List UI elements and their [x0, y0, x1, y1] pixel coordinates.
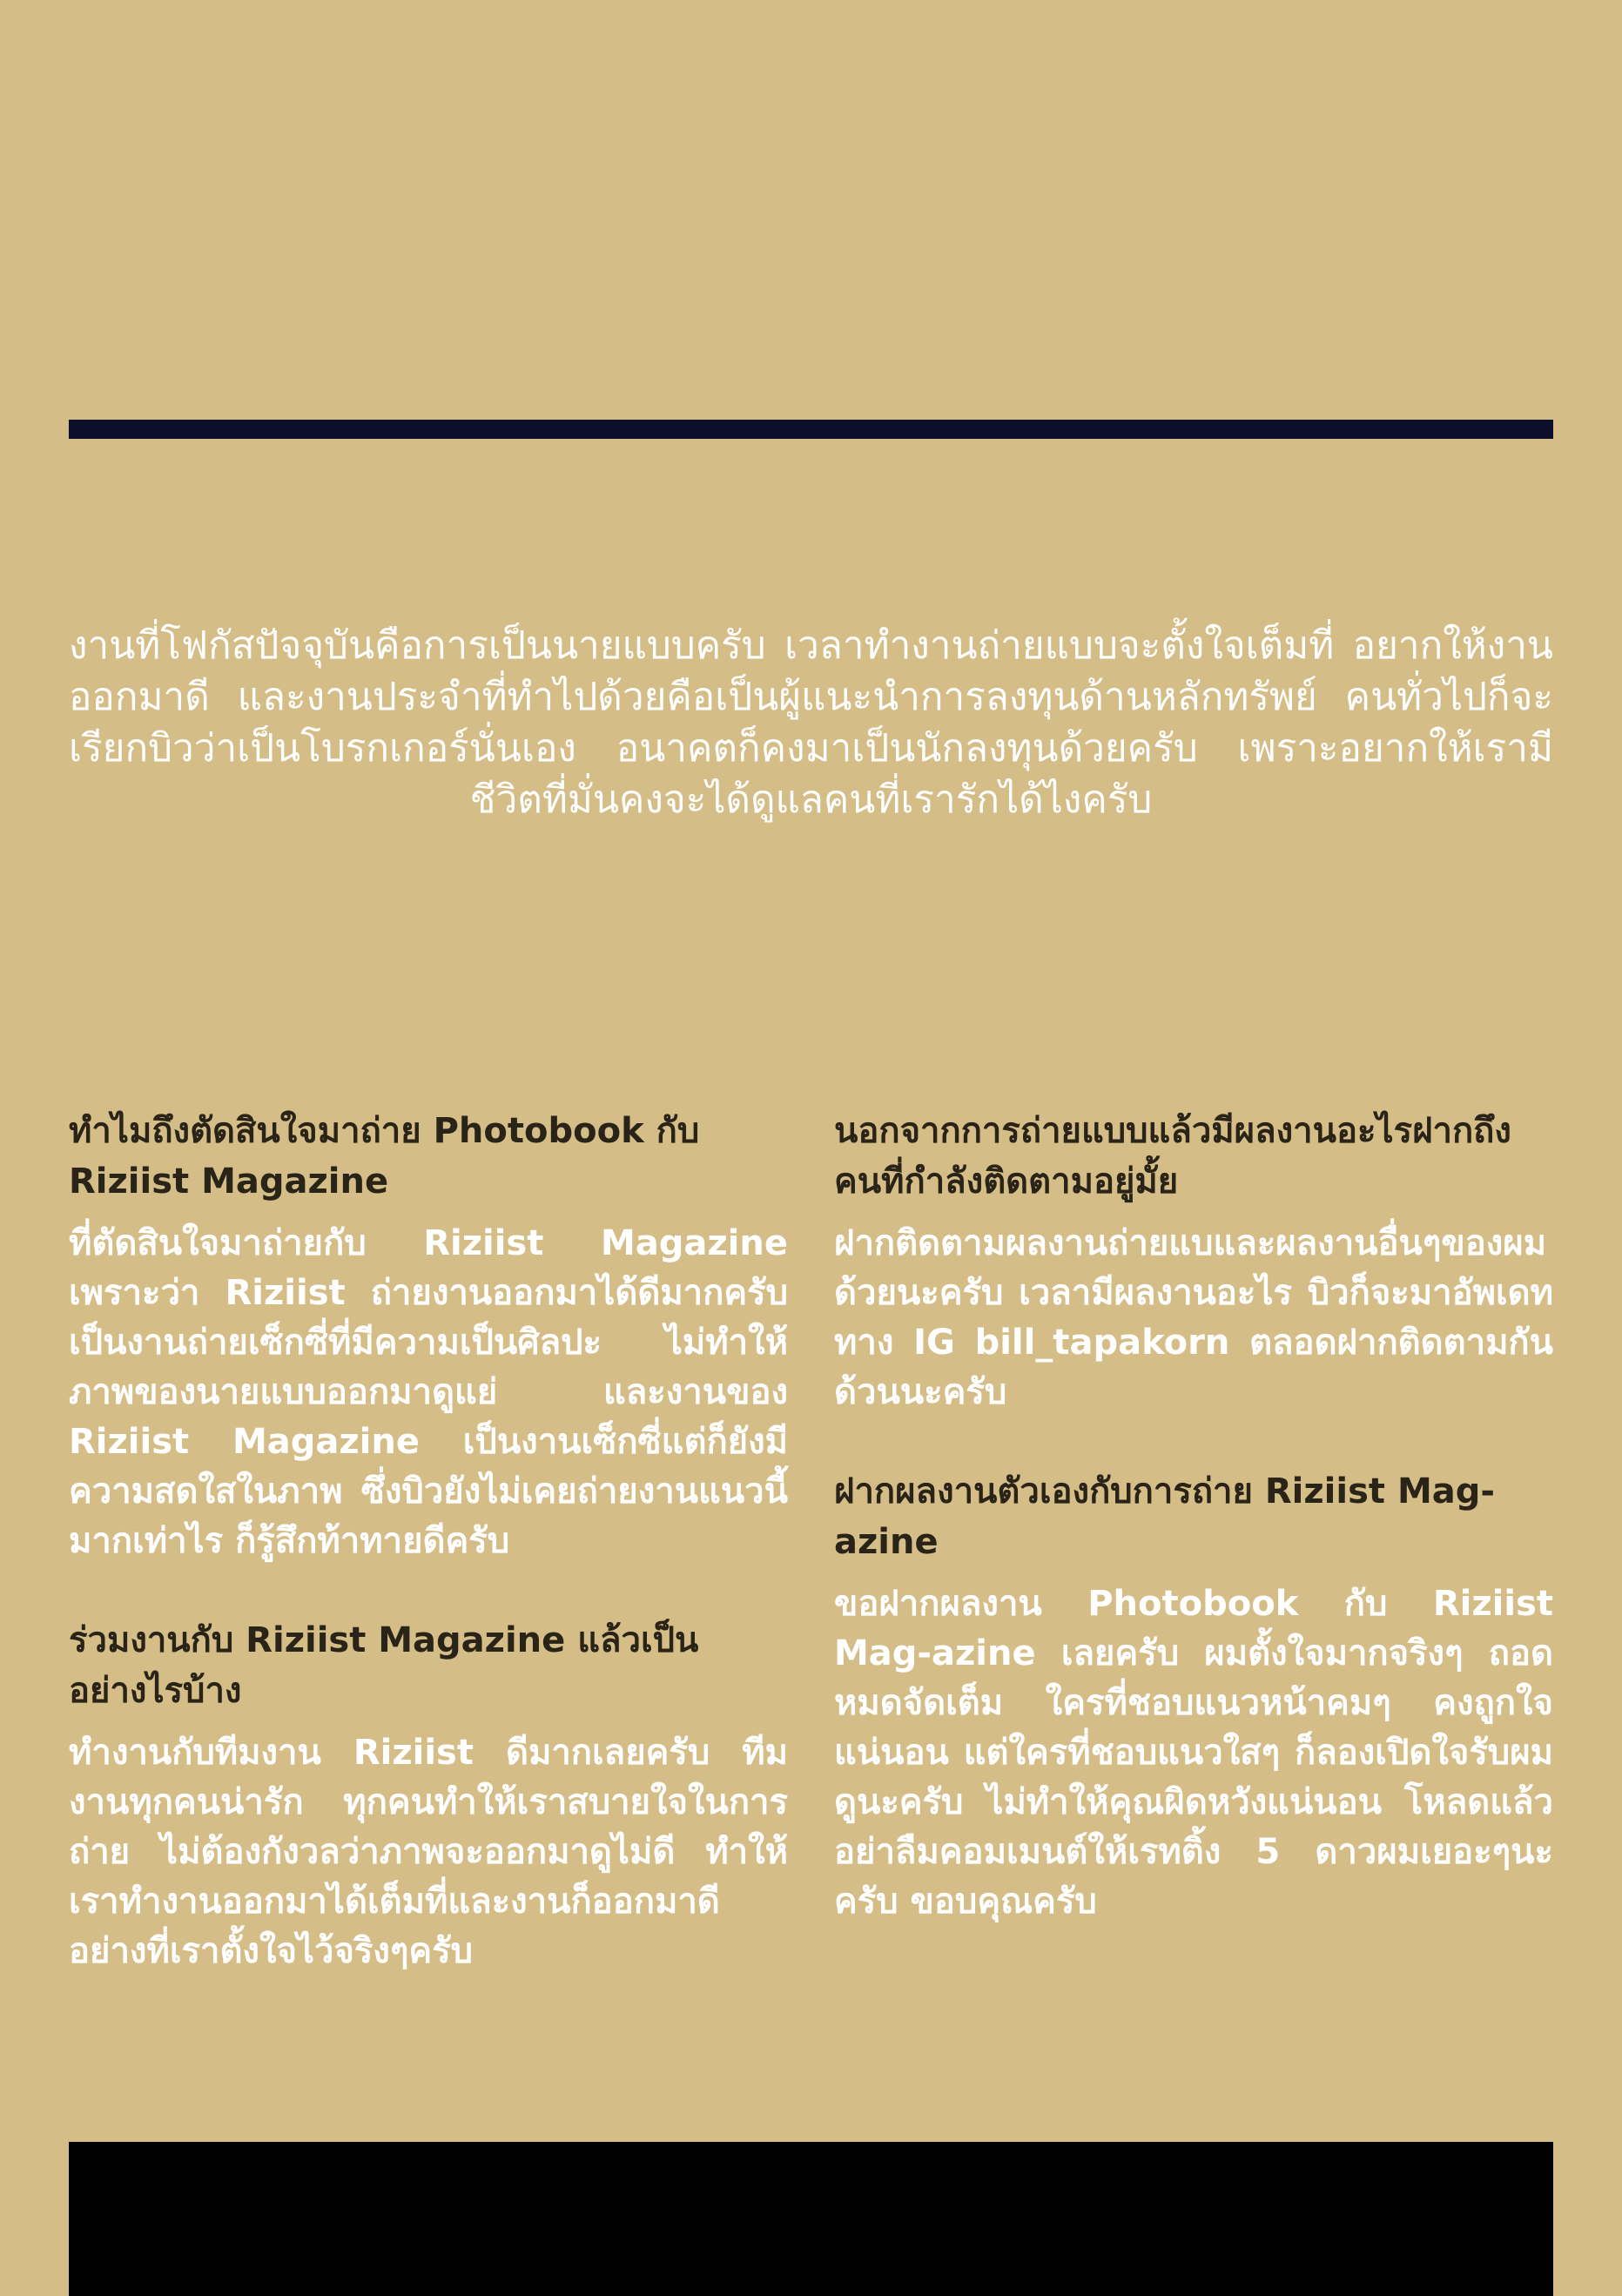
top-divider-rule [69, 420, 1553, 439]
intro-paragraph: งานที่โฟกัสปัจจุบันคือการเป็นนายแบบครับ เวลาทำงานถ่ายแบบจะตั้งใจเต็มที่ อยากให้งานออกมาดี และงานประจำที่ทำไปด้วยคือเป็นผู้แนะนำการลงทุนด้านหลักทรัพย์ คนทั่วไปก็จะเรียกบิวว่าเป็นโบรกเกอร์นั่นเอง อนาคตก็คงมาเป็นนักลงทุนด้วยครับ เพราะอยากให้เรามีชีวิตที่มั่นคงจะได้ดูแลคนที่เรารักได้ไงครับ [69, 623, 1553, 822]
left-column [69, 1106, 788, 1976]
answer-paragraph: ที่ตัดสินใจมาถ่ายกับ Riziist Magazine เพราะว่า Riziist ถ่ายงานออกมาได้ดีมากครับ เป็นงานถ่ายเซ็กซี่ที่มีความเป็นศิลปะ ไม่ทำให้ภาพของนายแบบออกมาดูแย่ และงานของ Riziist Magazine เป็นงานเซ็กซี่แต่ก็ยังมีความสดใสในภาพ ซึ่งบิวยังไม่เคยถ่ายงานแนวนี้มากเท่าไร ก็รู้สึกท้าทายดีครับ [69, 1223, 788, 1561]
qa-item [834, 1106, 1553, 1417]
question-heading: ฝากผลงานตัวเองกับการถ่าย Riziist Mag-azine [834, 1471, 1495, 1562]
question-heading: ทำไมถึงตัดสินใจมาถ่าย Photobook กับ Riziist Magazine [69, 1111, 700, 1202]
right-column [834, 1106, 1553, 1927]
qa-item [69, 1615, 788, 1976]
qa-item [834, 1466, 1553, 1927]
answer-paragraph: ขอฝากผลงาน Photobook กับ Riziist Mag-azine เลยครับ ผมตั้งใจมากจริงๆ ถอดหมดจัดเต็ม ใครที่ชอบแนวหน้าคมๆ คงถูกใจแน่นอน แต่ใครที่ชอบแนวใสๆ ก็ลองเปิดใจรับผมดูนะครับ ไม่ทำให้คุณผิดหวังแน่นอน โหลดแล้วอย่าลืมคอมเมนต์ให้เรทติ้ง 5 ดาวผมเยอะๆนะครับ ขอบคุณครับ [834, 1584, 1553, 1922]
answer-paragraph: ทำงานกับทีมงาน Riziist ดีมากเลยครับ ทีมงานทุกคนน่ารัก ทุกคนทำให้เราสบายใจในการถ่าย ไม่ต้องกังวลว่าภาพจะออกมาดูไม่ดี ทำให้เราทำงานออกมาได้เต็มที่และงานก็ออกมาดีอย่างที่เราตั้งใจไว้จริงๆครับ [69, 1733, 788, 1971]
question-heading: นอกจากการถ่ายแบบแล้วมีผลงานอะไรฝากถึงคนที่กำลังติดตามอยู่มั้ย [834, 1111, 1511, 1202]
qa-item [69, 1106, 788, 1566]
answer-paragraph: ฝากติดตามผลงานถ่ายแบและผลงานอื่นๆของผมด้วยนะครับ เวลามีผลงานอะไร บิวก็จะมาอัพเดททาง IG bill_tapakorn ตลอดฝากติดตามกันด้วนนะครับ [834, 1223, 1553, 1412]
question-heading: ร่วมงานกับ Riziist Magazine แล้วเป็นอย่างไรบ้าง [69, 1620, 699, 1711]
footer-black-block [69, 2142, 1553, 2296]
